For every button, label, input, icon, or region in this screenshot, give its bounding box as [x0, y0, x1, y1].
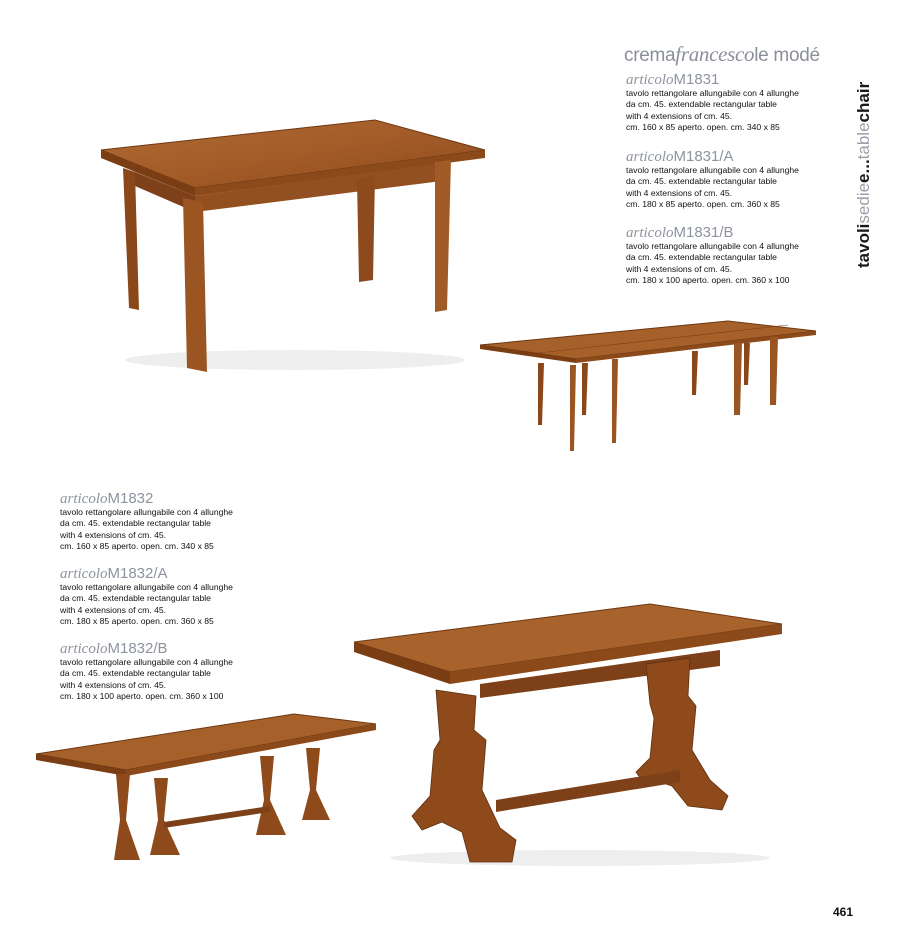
- article-line: da cm. 45. extendable rectangular table: [60, 668, 211, 679]
- article-prefix: articolo: [60, 641, 108, 657]
- article-line: with 4 extensions of cm. 45.: [60, 529, 167, 540]
- article-code: M1832/A: [107, 565, 168, 582]
- article-line: with 4 extensions of cm. 45.: [60, 679, 167, 690]
- article-line: da cm. 45. extendable rectangular table: [60, 518, 211, 529]
- article-line: tavolo rettangolare allungabile con 4 allunghe: [626, 241, 799, 251]
- article-code: M1831/A: [673, 148, 734, 165]
- article-m1831-a: [626, 149, 886, 211]
- article-line: tavolo rettangolare allungabile con 4 allunghe: [60, 507, 233, 517]
- table-m1831-extended-image: [478, 315, 818, 455]
- article-line: with 4 extensions of cm. 45.: [626, 110, 733, 121]
- article-line: cm. 160 x 85 aperto. open. cm. 340 x 85: [626, 122, 780, 133]
- article-prefix: articolo: [60, 566, 108, 582]
- brand-header: [624, 42, 820, 67]
- article-line: da cm. 45. extendable rectangular table: [626, 252, 777, 263]
- sidebar-tavoli: tavoli: [854, 223, 873, 268]
- article-m1831-b: [626, 225, 886, 287]
- article-prefix: articolo: [626, 72, 674, 88]
- article-line: cm. 160 x 85 aperto. open. cm. 340 x 85: [60, 541, 214, 552]
- article-line: tavolo rettangolare allungabile con 4 allunghe: [60, 657, 233, 667]
- brand-crema: crema: [624, 45, 676, 66]
- table-m1832-closed-image: [350, 600, 785, 870]
- article-line: da cm. 45. extendable rectangular table: [626, 176, 777, 187]
- article-prefix: articolo: [626, 225, 674, 241]
- article-line: cm. 180 x 100 aperto. open. cm. 360 x 100: [60, 691, 224, 702]
- page-number: 461: [833, 905, 854, 919]
- article-m1831: [626, 72, 886, 134]
- article-code: M1831/B: [673, 224, 734, 241]
- article-line: tavolo rettangolare allungabile con 4 allunghe: [60, 582, 233, 592]
- article-line: tavolo rettangolare allungabile con 4 allunghe: [626, 88, 799, 98]
- article-prefix: articolo: [60, 491, 108, 507]
- article-line: tavolo rettangolare allungabile con 4 allunghe: [626, 165, 799, 175]
- article-line: cm. 180 x 85 aperto. open. cm. 360 x 85: [626, 199, 780, 210]
- table-m1832-extended-image: [34, 710, 379, 870]
- article-line: with 4 extensions of cm. 45.: [60, 604, 167, 615]
- article-line: with 4 extensions of cm. 45.: [626, 263, 733, 274]
- article-line: with 4 extensions of cm. 45.: [626, 187, 733, 198]
- sidebar-e: e...: [854, 159, 873, 183]
- article-line: da cm. 45. extendable rectangular table: [626, 99, 777, 110]
- sidebar-chair: chair: [854, 81, 873, 123]
- brand-le-mode: le modé: [754, 45, 820, 66]
- article-m1832: [60, 491, 320, 553]
- article-code: M1831: [673, 71, 720, 88]
- sidebar-sedie: sedie: [854, 182, 873, 224]
- article-line: cm. 180 x 85 aperto. open. cm. 360 x 85: [60, 616, 214, 627]
- table-m1831-closed-image: [95, 110, 495, 380]
- article-m1832-b: [60, 641, 320, 703]
- article-line: cm. 180 x 100 aperto. open. cm. 360 x 100: [626, 275, 790, 286]
- article-line: da cm. 45. extendable rectangular table: [60, 593, 211, 604]
- article-code: M1832/B: [107, 640, 168, 657]
- sidebar-table: table: [854, 122, 873, 160]
- brand-francesco: francesco: [675, 42, 755, 66]
- article-code: M1832: [107, 490, 154, 507]
- article-prefix: articolo: [626, 149, 674, 165]
- article-m1832-a: [60, 566, 320, 628]
